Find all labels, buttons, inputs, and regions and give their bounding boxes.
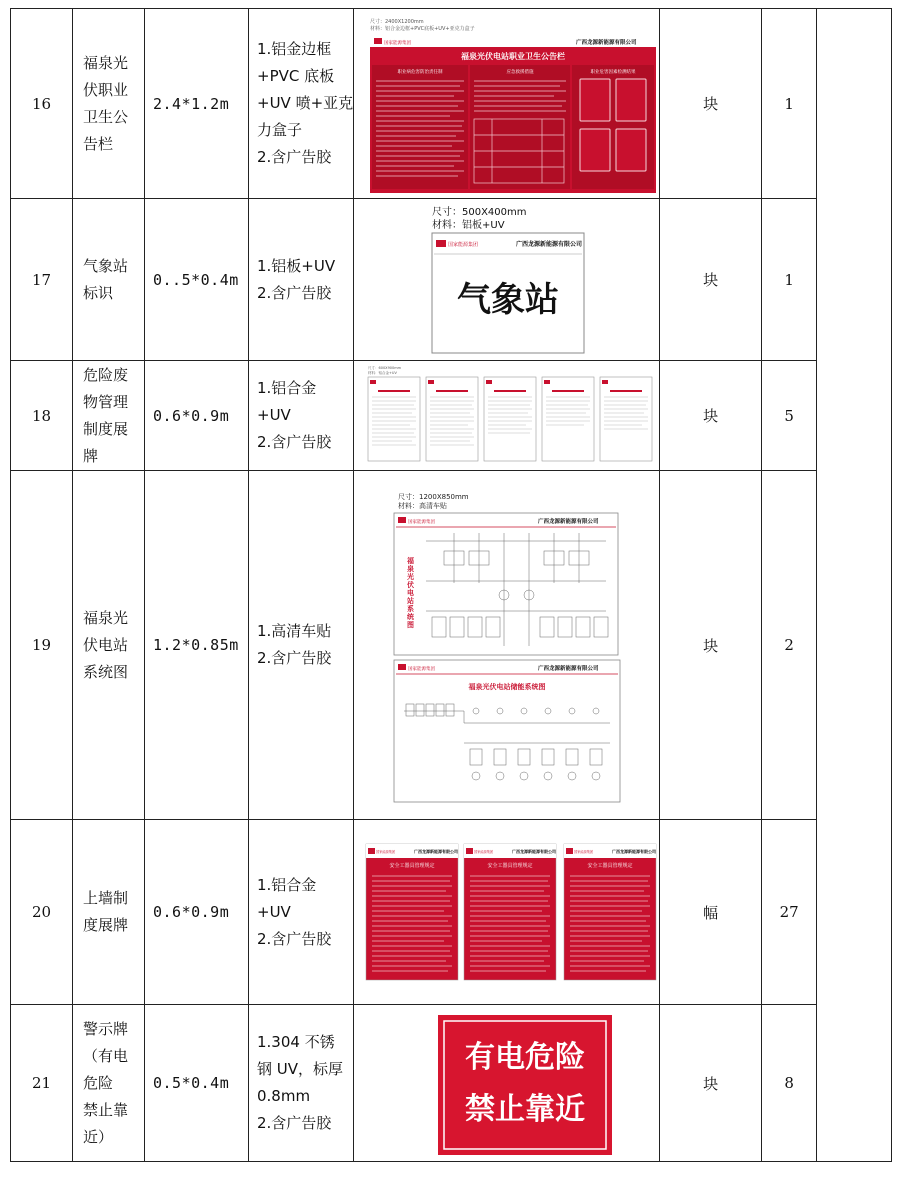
svg-text:国家能源集团: 国家能源集团 [384, 41, 412, 46]
svg-text:光: 光 [407, 573, 415, 581]
item-name: 警示牌 （有电 危险 禁止靠 近） [73, 1005, 145, 1162]
item-size: 0.6*0.9m [145, 820, 249, 1005]
svg-text:国家能源集团: 国家能源集团 [408, 667, 436, 672]
svg-text:国家能源集团: 国家能源集团 [408, 520, 436, 525]
svg-text:国家能源集团: 国家能源集团 [574, 850, 594, 854]
item-preview-image [354, 199, 660, 361]
item-unit: 块 [660, 471, 762, 820]
svg-text:材料：铝合金+UV: 材料：铝合金+UV [368, 371, 398, 375]
item-material: 1.高清车贴 2.含广告胶 [249, 471, 354, 820]
table-row [11, 820, 892, 1005]
svg-text:福: 福 [407, 557, 415, 565]
item-size: 0..5*0.4m [145, 199, 249, 361]
row-index: 17 [11, 199, 73, 361]
item-preview-image [354, 9, 660, 199]
item-quantity: 27 [762, 820, 817, 1005]
logo-icon [374, 38, 382, 44]
svg-text:系: 系 [407, 605, 415, 613]
item-quantity: 8 [762, 1005, 817, 1162]
svg-text:安全工器具管理规定: 安全工器具管理规定 [389, 863, 435, 869]
svg-text:有电危险: 有电危险 [465, 1040, 586, 1075]
hazardous-waste-boards-image [354, 361, 660, 471]
svg-text:福泉光伏电站职业卫生公告栏: 福泉光伏电站职业卫生公告栏 [461, 52, 566, 61]
row-index: 19 [11, 471, 73, 820]
item-quantity: 5 [762, 361, 817, 471]
item-preview-image [354, 471, 660, 820]
svg-text:材料：铝板+UV: 材料：铝板+UV [432, 220, 505, 231]
svg-text:职业危害因素检测结果: 职业危害因素检测结果 [590, 70, 636, 75]
svg-text:安全工器具管理规定: 安全工器具管理规定 [487, 863, 533, 869]
table-row [11, 361, 892, 471]
item-quantity: 1 [762, 9, 817, 199]
svg-text:应急救援措施: 应急救援措施 [506, 70, 534, 75]
item-material: 1.铝合金 +UV 2.含广告胶 [249, 361, 354, 471]
item-unit: 块 [660, 199, 762, 361]
logo-icon [566, 848, 573, 854]
svg-text:尺寸：2400X1200mm: 尺寸：2400X1200mm [370, 19, 424, 25]
table-row [11, 1005, 892, 1162]
svg-text:尺寸：600X900mm: 尺寸：600X900mm [368, 366, 402, 370]
svg-text:国家能源集团: 国家能源集团 [448, 242, 479, 248]
svg-text:广西龙源新能源有限公司: 广西龙源新能源有限公司 [516, 241, 583, 248]
logo-icon [436, 240, 446, 247]
item-unit: 幅 [660, 820, 762, 1005]
row-index: 18 [11, 361, 73, 471]
item-unit: 块 [660, 361, 762, 471]
svg-text:福泉光伏电站储能系统图: 福泉光伏电站储能系统图 [468, 683, 546, 691]
svg-text:广西龙源新能源有限公司: 广西龙源新能源有限公司 [538, 666, 599, 672]
svg-text:广西龙源新能源有限公司: 广西龙源新能源有限公司 [538, 519, 599, 525]
item-material: 1.304 不锈 钢 UV，标厚 0.8mm 2.含广告胶 [249, 1005, 354, 1162]
row-index: 20 [11, 820, 73, 1005]
bulletin-board-image [354, 9, 660, 199]
svg-text:尺寸：1200X850mm: 尺寸：1200X850mm [398, 493, 469, 501]
weather-station-sign-image [354, 199, 660, 361]
row-index: 16 [11, 9, 73, 199]
logo-icon [466, 848, 473, 854]
item-size: 0.6*0.9m [145, 361, 249, 471]
svg-text:电: 电 [407, 589, 415, 597]
spec-table [10, 8, 892, 1162]
row-index: 21 [11, 1005, 73, 1162]
item-material: 1.铝合金 +UV 2.含广告胶 [249, 820, 354, 1005]
item-size: 1.2*0.85m [145, 471, 249, 820]
item-material: 1.铝金边框 +PVC 底板 +UV 喷+亚克 力盒子 2.含广告胶 [249, 9, 354, 199]
item-preview-image [354, 361, 660, 471]
item-size: 0.5*0.4m [145, 1005, 249, 1162]
logo-icon [398, 664, 406, 670]
item-name: 危险废 物管理 制度展 牌 [73, 361, 145, 471]
svg-text:广西龙源新能源有限公司: 广西龙源新能源有限公司 [512, 849, 557, 854]
svg-text:材料：铝合金边框+PVC底板+UV+亚克力盒子: 材料：铝合金边框+PVC底板+UV+亚克力盒子 [370, 26, 475, 32]
item-size: 2.4*1.2m [145, 9, 249, 199]
remark-column [817, 9, 892, 1162]
table-row [11, 9, 892, 199]
svg-text:站: 站 [407, 597, 415, 605]
system-diagram-image [354, 471, 660, 820]
item-unit: 块 [660, 1005, 762, 1162]
svg-text:统: 统 [407, 613, 415, 621]
svg-text:广西龙源新能源有限公司: 广西龙源新能源有限公司 [612, 849, 657, 854]
svg-text:禁止靠近: 禁止靠近 [465, 1092, 586, 1127]
item-preview-image [354, 820, 660, 1005]
svg-text:国家能源集团: 国家能源集团 [376, 850, 396, 854]
logo-icon [368, 848, 375, 854]
svg-text:泉: 泉 [407, 565, 415, 573]
table-row [11, 199, 892, 361]
svg-text:广西龙源新能源有限公司: 广西龙源新能源有限公司 [414, 849, 459, 854]
item-preview-image [354, 1005, 660, 1162]
svg-text:安全工器具管理规定: 安全工器具管理规定 [587, 863, 633, 869]
svg-text:气象站: 气象站 [457, 280, 560, 320]
svg-text:国家能源集团: 国家能源集团 [474, 850, 494, 854]
item-name: 福泉光 伏职业 卫生公 告栏 [73, 9, 145, 199]
svg-text:广西龙源新能源有限公司: 广西龙源新能源有限公司 [576, 40, 637, 46]
logo-icon [398, 517, 406, 523]
wall-regulation-boards-image [354, 820, 660, 1005]
table-row [11, 471, 892, 820]
item-quantity: 1 [762, 199, 817, 361]
svg-text:图: 图 [407, 621, 415, 629]
item-material: 1.铝板+UV 2.含广告胶 [249, 199, 354, 361]
svg-text:职业病危害防治责任制: 职业病危害防治责任制 [397, 70, 443, 75]
svg-text:材料：高清车贴: 材料：高清车贴 [398, 502, 448, 510]
svg-text:伏: 伏 [407, 581, 415, 589]
item-name: 上墙制 度展牌 [73, 820, 145, 1005]
item-quantity: 2 [762, 471, 817, 820]
item-name: 气象站 标识 [73, 199, 145, 361]
item-name: 福泉光 伏电站 系统图 [73, 471, 145, 820]
svg-text:尺寸：500X400mm: 尺寸：500X400mm [432, 207, 527, 218]
item-unit: 块 [660, 9, 762, 199]
warning-sign-image [354, 1005, 660, 1162]
